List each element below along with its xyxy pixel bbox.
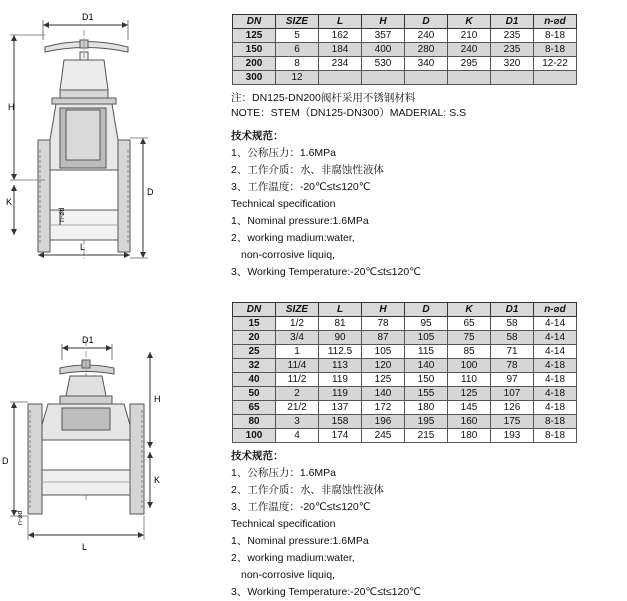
- spec-table-large: [232, 14, 577, 85]
- table-cell: 119: [319, 373, 362, 387]
- table-cell: 75: [448, 331, 491, 345]
- table-cell: 340: [405, 57, 448, 71]
- spec-item-en: 1、Nominal pressure:1.6MPa: [231, 215, 369, 227]
- table-cell: 81: [319, 317, 362, 331]
- table-cell: 4: [276, 429, 319, 443]
- table-cell: 175: [491, 415, 534, 429]
- table-row: [233, 373, 577, 387]
- col-header: D: [405, 303, 448, 317]
- table-cell: 150: [405, 373, 448, 387]
- table-cell: 125: [448, 387, 491, 401]
- table-cell: [405, 71, 448, 85]
- table-cell: 234: [319, 57, 362, 71]
- dim-d1-label: D1: [82, 12, 94, 22]
- table-cell: 235: [491, 29, 534, 43]
- table-row: [233, 57, 577, 71]
- col-header: D1: [491, 15, 534, 29]
- table-cell: 180: [448, 429, 491, 443]
- col-header: n-⌀d: [534, 15, 577, 29]
- table-cell: 40: [233, 373, 276, 387]
- table-cell: 107: [491, 387, 534, 401]
- table-cell: 25: [233, 345, 276, 359]
- table-cell: 155: [405, 387, 448, 401]
- table-cell: 105: [362, 345, 405, 359]
- table-cell: 119: [319, 387, 362, 401]
- table-cell: 160: [448, 415, 491, 429]
- col-header: D1: [491, 303, 534, 317]
- table-cell: 280: [405, 43, 448, 57]
- col-header: K: [448, 303, 491, 317]
- valve-drawing-large: [0, 0, 215, 275]
- table-cell: 210: [448, 29, 491, 43]
- table-cell: 180: [405, 401, 448, 415]
- spec-item-cn: 2、工作介质：水、非腐蚀性液体: [231, 164, 384, 176]
- table-header-row: [233, 303, 577, 317]
- table-cell: 530: [362, 57, 405, 71]
- table-row: [233, 317, 577, 331]
- table-cell: 172: [362, 401, 405, 415]
- table-cell: 11/4: [276, 359, 319, 373]
- table-cell: 184: [319, 43, 362, 57]
- table-cell: 65: [448, 317, 491, 331]
- table-row: [233, 71, 577, 85]
- tech-spec-small: [231, 448, 421, 601]
- table-cell: 195: [405, 415, 448, 429]
- table-cell: 8: [276, 57, 319, 71]
- table-cell: 2: [276, 387, 319, 401]
- table-cell: 240: [448, 43, 491, 57]
- table-cell: 3: [276, 415, 319, 429]
- table-cell: 65: [233, 401, 276, 415]
- table-cell: 215: [405, 429, 448, 443]
- spec-item-en: 2、working madium:water,: [231, 552, 355, 564]
- table-cell: 140: [362, 387, 405, 401]
- table-cell: 20: [233, 331, 276, 345]
- table-cell: 1: [276, 345, 319, 359]
- table-cell: 87: [362, 331, 405, 345]
- valve-drawing-small: [0, 330, 215, 570]
- table-cell: [534, 71, 577, 85]
- spec-item-cn: 3、工作温度：-20℃≤t≤120℃: [231, 181, 371, 193]
- col-header: DN: [233, 15, 276, 29]
- spec-item-en: 2、working madium:water,: [231, 232, 355, 244]
- col-header: H: [362, 15, 405, 29]
- spec-title-cn: 技术规范：: [231, 130, 284, 142]
- table-cell: 8-18: [534, 429, 577, 443]
- table-cell: 3/4: [276, 331, 319, 345]
- table-cell: 235: [491, 43, 534, 57]
- table-cell: 4-18: [534, 359, 577, 373]
- table-cell: [362, 71, 405, 85]
- table-cell: 120: [362, 359, 405, 373]
- table-cell: 95: [405, 317, 448, 331]
- dim-k-label: K: [154, 475, 161, 485]
- table-cell: 8-18: [534, 43, 577, 57]
- table-cell: 125: [233, 29, 276, 43]
- table-cell: 85: [448, 345, 491, 359]
- table-cell: 80: [233, 415, 276, 429]
- table-cell: 4-18: [534, 387, 577, 401]
- table-cell: 97: [491, 373, 534, 387]
- col-header: SIZE: [276, 15, 319, 29]
- table-cell: 150: [233, 43, 276, 57]
- spec-item-en: 1、Nominal pressure:1.6MPa: [231, 535, 369, 547]
- col-header: K: [448, 15, 491, 29]
- dim-nd-label: n-⌀d: [59, 207, 66, 222]
- table-cell: 4-14: [534, 331, 577, 345]
- table-row: [233, 29, 577, 43]
- table-cell: 5: [276, 29, 319, 43]
- tech-spec-large: [231, 128, 421, 281]
- table-cell: 158: [319, 415, 362, 429]
- table-cell: 357: [362, 29, 405, 43]
- table-cell: 8-18: [534, 415, 577, 429]
- spec-title-cn: 技术规范：: [231, 450, 284, 462]
- table-cell: 174: [319, 429, 362, 443]
- table-cell: 400: [362, 43, 405, 57]
- table-cell: 8-18: [534, 29, 577, 43]
- table-cell: 11/2: [276, 373, 319, 387]
- table-cell: 105: [405, 331, 448, 345]
- table-cell: 78: [491, 359, 534, 373]
- spec-title-en: Technical specification: [231, 198, 336, 210]
- table-cell: 58: [491, 331, 534, 345]
- table-cell: 15: [233, 317, 276, 331]
- table-cell: 58: [491, 317, 534, 331]
- table-cell: [319, 71, 362, 85]
- table-cell: 240: [405, 29, 448, 43]
- col-header: D: [405, 15, 448, 29]
- table-cell: 78: [362, 317, 405, 331]
- table-cell: 193: [491, 429, 534, 443]
- dim-h-label: H: [8, 102, 15, 112]
- note-en: NOTE：STEM（DN125-DN300）MADERIAL: S.S: [231, 107, 467, 119]
- spec-title-en: Technical specification: [231, 518, 336, 530]
- dim-l-label: L: [82, 542, 88, 552]
- table-cell: 12: [276, 71, 319, 85]
- spec-item-cn: 2、工作介质：水、非腐蚀性液体: [231, 484, 384, 496]
- col-header: SIZE: [276, 303, 319, 317]
- table-cell: 113: [319, 359, 362, 373]
- table-cell: 295: [448, 57, 491, 71]
- spec-item-en: 3、Working Temperature:-20℃≤t≤120℃: [231, 586, 421, 598]
- table-cell: 140: [405, 359, 448, 373]
- table-cell: 4-18: [534, 401, 577, 415]
- col-header: L: [319, 15, 362, 29]
- table-cell: 4-14: [534, 345, 577, 359]
- table-row: [233, 401, 577, 415]
- col-header: H: [362, 303, 405, 317]
- table-row: [233, 345, 577, 359]
- dim-nd-label: n-⌀d: [17, 510, 24, 525]
- table-cell: 112.5: [319, 345, 362, 359]
- col-header: L: [319, 303, 362, 317]
- table-cell: 115: [405, 345, 448, 359]
- table-row: [233, 429, 577, 443]
- table-cell: 6: [276, 43, 319, 57]
- spec-item-en: 3、Working Temperature:-20℃≤t≤120℃: [231, 266, 421, 278]
- dim-l-label: L: [80, 242, 86, 252]
- table-header-row: [233, 15, 577, 29]
- table-cell: 4-18: [534, 373, 577, 387]
- table-cell: 50: [233, 387, 276, 401]
- spec-item-cn: 1、公称压力：1.6MPa: [231, 467, 337, 479]
- col-header: DN: [233, 303, 276, 317]
- dim-k-label: K: [6, 197, 13, 207]
- table-cell: 125: [362, 373, 405, 387]
- table-cell: 137: [319, 401, 362, 415]
- col-header: n-⌀d: [534, 303, 577, 317]
- spec-item-en: non-corrosive liquiq,: [241, 249, 335, 261]
- table-cell: 162: [319, 29, 362, 43]
- table-cell: 245: [362, 429, 405, 443]
- table-cell: 196: [362, 415, 405, 429]
- spec-table-small: [232, 302, 577, 443]
- note-cn: 注：DN125-DN200阀杆采用不锈钢材料: [231, 92, 416, 104]
- table-cell: 32: [233, 359, 276, 373]
- table-cell: 12-22: [534, 57, 577, 71]
- table-row: [233, 331, 577, 345]
- table-cell: [491, 71, 534, 85]
- spec-item-cn: 1、公称压力：1.6MPa: [231, 147, 337, 159]
- table-row: [233, 415, 577, 429]
- spec-item-cn: 3、工作温度：-20℃≤t≤120℃: [231, 501, 371, 513]
- table-cell: 145: [448, 401, 491, 415]
- table-cell: 4-14: [534, 317, 577, 331]
- table-row: [233, 359, 577, 373]
- table-cell: 90: [319, 331, 362, 345]
- table-cell: 126: [491, 401, 534, 415]
- table-cell: [448, 71, 491, 85]
- dim-h-label: H: [154, 394, 161, 404]
- dim-d1-label: D1: [82, 335, 94, 345]
- table-cell: 71: [491, 345, 534, 359]
- table-cell: 100: [233, 429, 276, 443]
- table-row: [233, 387, 577, 401]
- table-cell: 100: [448, 359, 491, 373]
- table-cell: 200: [233, 57, 276, 71]
- table-cell: 1/2: [276, 317, 319, 331]
- dim-d-label: D: [2, 456, 9, 466]
- table-cell: 320: [491, 57, 534, 71]
- table-cell: 21/2: [276, 401, 319, 415]
- table-cell: 110: [448, 373, 491, 387]
- table-row: [233, 43, 577, 57]
- spec-item-en: non-corrosive liquiq,: [241, 569, 335, 581]
- dim-d-label: D: [147, 187, 154, 197]
- table-cell: 300: [233, 71, 276, 85]
